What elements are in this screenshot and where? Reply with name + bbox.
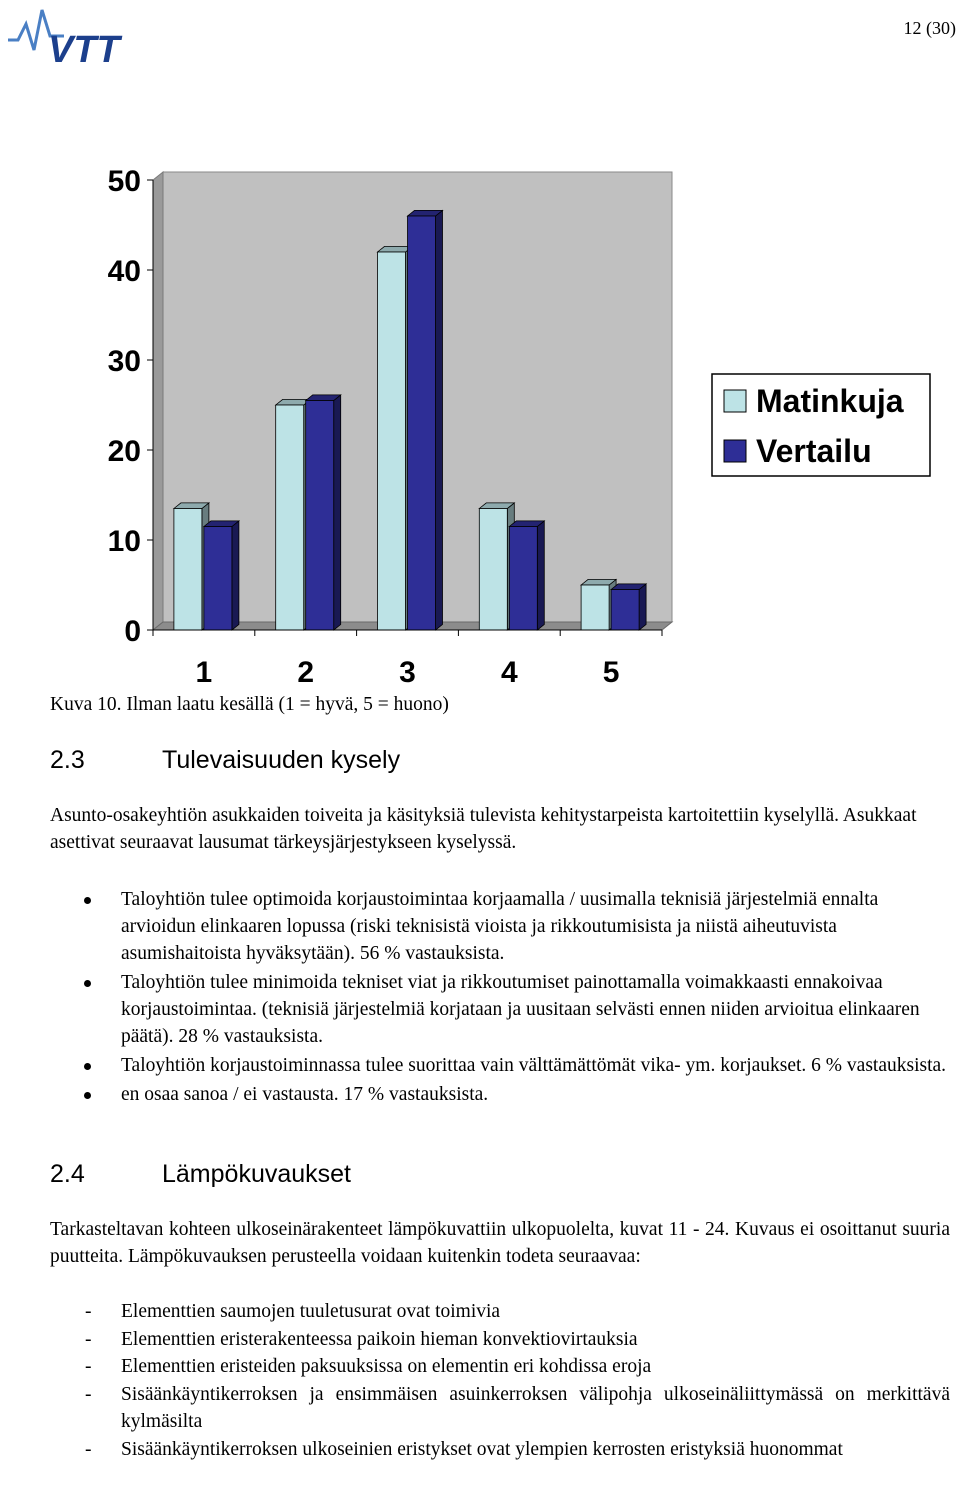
bar-front — [509, 527, 537, 631]
dash-marker: - — [85, 1356, 92, 1377]
list-item-text: Taloyhtiön tulee optimoida korjaustoimintaa korjaamalla / uusimalla teknisiä järjestelmiä ennalta arvioidun elinkaaren lopussa (riski teknisistä vioista ja rikkoutumisista ja niistä aiheutuvista asumishaitoista hyväksytään). 56 % vastauksista. — [121, 889, 879, 964]
bullet-icon — [84, 1063, 91, 1070]
dash-list — [50, 1298, 950, 1463]
y-tick-label: 0 — [124, 615, 141, 648]
bar-front — [276, 405, 304, 630]
dash-marker: - — [85, 1328, 92, 1350]
list-item-text: Sisäänkäyntikerroksen ja ensimmäisen asuinkerroksen välipohja ulkoseinäliittymässä on merkittävä kylmäsilta — [121, 1383, 950, 1432]
bar-chart — [90, 160, 940, 695]
list-item-text: Taloyhtiön korjaustoiminnassa tulee suorittaa vain välttämättömät vika- ym. korjaukset. 6 % vastauksista. — [121, 1055, 947, 1076]
section-number: 2.4 — [50, 1160, 85, 1188]
dash-marker: - — [85, 1438, 92, 1460]
list-item — [50, 1081, 950, 1108]
list-item — [50, 1326, 950, 1354]
list-item — [50, 886, 950, 967]
bullet-icon — [84, 1092, 91, 1099]
bar-front — [479, 509, 507, 631]
bar-side — [232, 521, 239, 630]
bar-side — [334, 395, 341, 630]
section-intro: Asunto-osakeyhtiön asukkaiden toiveita ja käsityksiä tulevista kehitystarpeista kartoitettiin kyselyllä. Asukkaat asettivat seuraavat lausumat tärkeysjärjestykseen kyselyssä. — [50, 805, 917, 853]
section-title: Tulevaisuuden kysely — [162, 746, 401, 774]
x-tick-label: 4 — [500, 656, 518, 689]
list-item — [50, 1353, 950, 1381]
bullet-icon — [84, 980, 91, 987]
list-item-text: en osaa sanoa / ei vastausta. 17 % vastauksista. — [121, 1084, 489, 1105]
legend-label-matinkuja: Matinkuja — [756, 383, 904, 419]
vtt-logo-graphic — [6, 6, 166, 66]
dash-marker: - — [85, 1383, 92, 1405]
plot-side-wall — [153, 172, 163, 630]
x-tick-label: 1 — [195, 656, 213, 689]
y-axis — [108, 165, 153, 648]
section-number: 2.3 — [50, 746, 85, 774]
logo-text: VTT — [48, 29, 120, 66]
legend-label-vertailu: Vertailu — [756, 433, 872, 469]
y-tick-label: 30 — [107, 345, 141, 378]
list-item — [50, 1436, 950, 1464]
page-number: 12 (30) — [903, 18, 956, 38]
x-axis — [153, 630, 662, 689]
bar-vertailu-1 — [204, 521, 239, 630]
list-item — [50, 1052, 950, 1079]
bar-vertailu-3 — [408, 210, 443, 630]
bar-vertailu-4 — [509, 521, 544, 630]
bar-front — [174, 509, 202, 631]
x-tick-label: 2 — [297, 656, 315, 689]
vtt-logo — [6, 6, 166, 71]
bar-vertailu-2 — [306, 395, 341, 630]
chart-legend — [712, 374, 930, 476]
list-item-text: Taloyhtiön tulee minimoida tekniset viat ja rikkoutumiset painottamalla voimakkaasti ennakoivaa korjaustoimintaa. (teknisiä järjestelmiä korjataan ja uusitaan selvästi ennen niiden arvioitua elinkaaren päätä). 28 % vastauksista. — [121, 972, 920, 1047]
list-item-text: Elementtien eristeiden paksuuksissa on elementin eri kohdissa eroja — [121, 1356, 652, 1377]
figure-caption: Kuva 10. Ilman laatu kesällä (1 = hyvä, 5 = huono) — [50, 694, 449, 715]
bar-front — [408, 216, 436, 630]
y-tick-label: 50 — [107, 165, 141, 198]
list-item-text: Sisäänkäyntikerroksen ulkoseinien eristykset ovat ylempien kerrosten eristyksiä huonommat — [121, 1438, 843, 1460]
legend-swatch-matinkuja — [724, 390, 746, 412]
bar-side — [639, 584, 646, 630]
x-tick-label: 3 — [399, 656, 416, 689]
bullet-icon — [84, 897, 91, 904]
list-item-text: Elementtien eristerakenteessa paikoin hieman konvektiovirtauksia — [121, 1328, 638, 1350]
bar-side — [537, 521, 544, 630]
list-item — [50, 1298, 950, 1326]
list-item — [50, 1381, 950, 1436]
section-heading-2-4 — [50, 1160, 351, 1189]
x-tick-label: 5 — [602, 656, 620, 689]
section-intro: Tarkasteltavan kohteen ulkoseinärakenteet lämpökuvattiin ulkopuolelta, kuvat 11 - 24. Kuvaus ei osoittanut suuria puutteita. Lämpökuvauksen perusteella voidaan kuitenkin todeta seuraavaa: — [50, 1219, 950, 1267]
y-tick-label: 20 — [107, 435, 141, 468]
bar-front — [611, 590, 639, 631]
bar-side — [436, 210, 443, 630]
list-item — [50, 969, 950, 1050]
y-tick-label: 10 — [107, 525, 141, 558]
section-title: Lämpökuvaukset — [162, 1160, 352, 1188]
bullet-list — [50, 886, 950, 1110]
section-heading-2-3 — [50, 746, 400, 775]
bar-vertailu-5 — [611, 584, 646, 630]
bar-front — [378, 252, 406, 630]
bar-front — [306, 401, 334, 631]
y-tick-label: 40 — [107, 255, 141, 288]
dash-marker: - — [85, 1301, 92, 1322]
bar-front — [581, 585, 609, 630]
bar-front — [204, 527, 232, 631]
legend-swatch-vertailu — [724, 440, 746, 462]
list-item-text: Elementtien saumojen tuuletusurat ovat toimivia — [121, 1301, 501, 1322]
